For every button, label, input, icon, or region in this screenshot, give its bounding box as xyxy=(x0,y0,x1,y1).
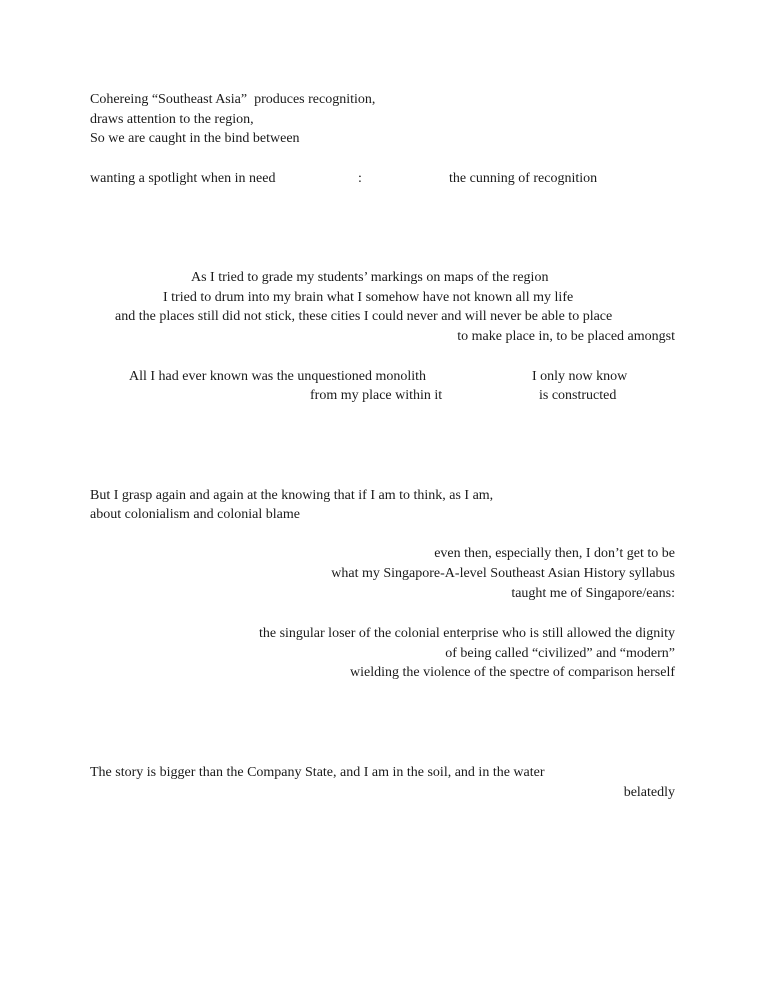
poem-line: But I grasp again and again at the knowing that if I am to think, as I am, xyxy=(90,488,494,503)
poem-line: of being called “civilized” and “modern” xyxy=(445,646,675,661)
poem-line-is-constructed: is constructed xyxy=(539,388,617,403)
poem-line: and the places still did not stick, these cities I could never and will never be able to place xyxy=(115,309,613,324)
poem-line: the singular loser of the colonial enterprise who is still allowed the dignity xyxy=(258,626,675,641)
poem-line: even then, especially then, I don’t get to be xyxy=(434,546,675,561)
poem-line-my-place: from my place within it xyxy=(310,388,443,403)
poem-line: As I tried to grade my students’ markings on maps of the region xyxy=(191,270,549,285)
poem-line: belatedly xyxy=(623,785,675,800)
poem-line: about colonialism and colonial blame xyxy=(90,507,300,522)
poem-line-monolith: All I had ever known was the unquestioned monolith xyxy=(129,369,427,384)
poem-line: Cohereing “Southeast Asia” produces recognition, xyxy=(90,92,376,107)
poem-line: taught me of Singapore/eans: xyxy=(511,586,675,601)
poem-line: what my Singapore-A-level Southeast Asian History syllabus xyxy=(331,566,675,581)
poem-line: draws attention to the region, xyxy=(90,112,254,127)
poem-line: So we are caught in the bind between xyxy=(90,131,300,146)
poem-line-bind-colon: : xyxy=(358,171,362,186)
poem-line: The story is bigger than the Company State, and I am in the soil, and in the water xyxy=(90,765,545,780)
poem-line: wielding the violence of the spectre of comparison herself xyxy=(350,665,675,680)
poem-line-only-now-know: I only now know xyxy=(532,369,628,384)
poem-line-bind-left: wanting a spotlight when in need xyxy=(90,171,276,186)
poem-line: I tried to drum into my brain what I somehow have not known all my life xyxy=(163,290,574,305)
poem-line: to make place in, to be placed amongst xyxy=(457,329,675,344)
poem-line-bind-right: the cunning of recognition xyxy=(449,171,598,186)
